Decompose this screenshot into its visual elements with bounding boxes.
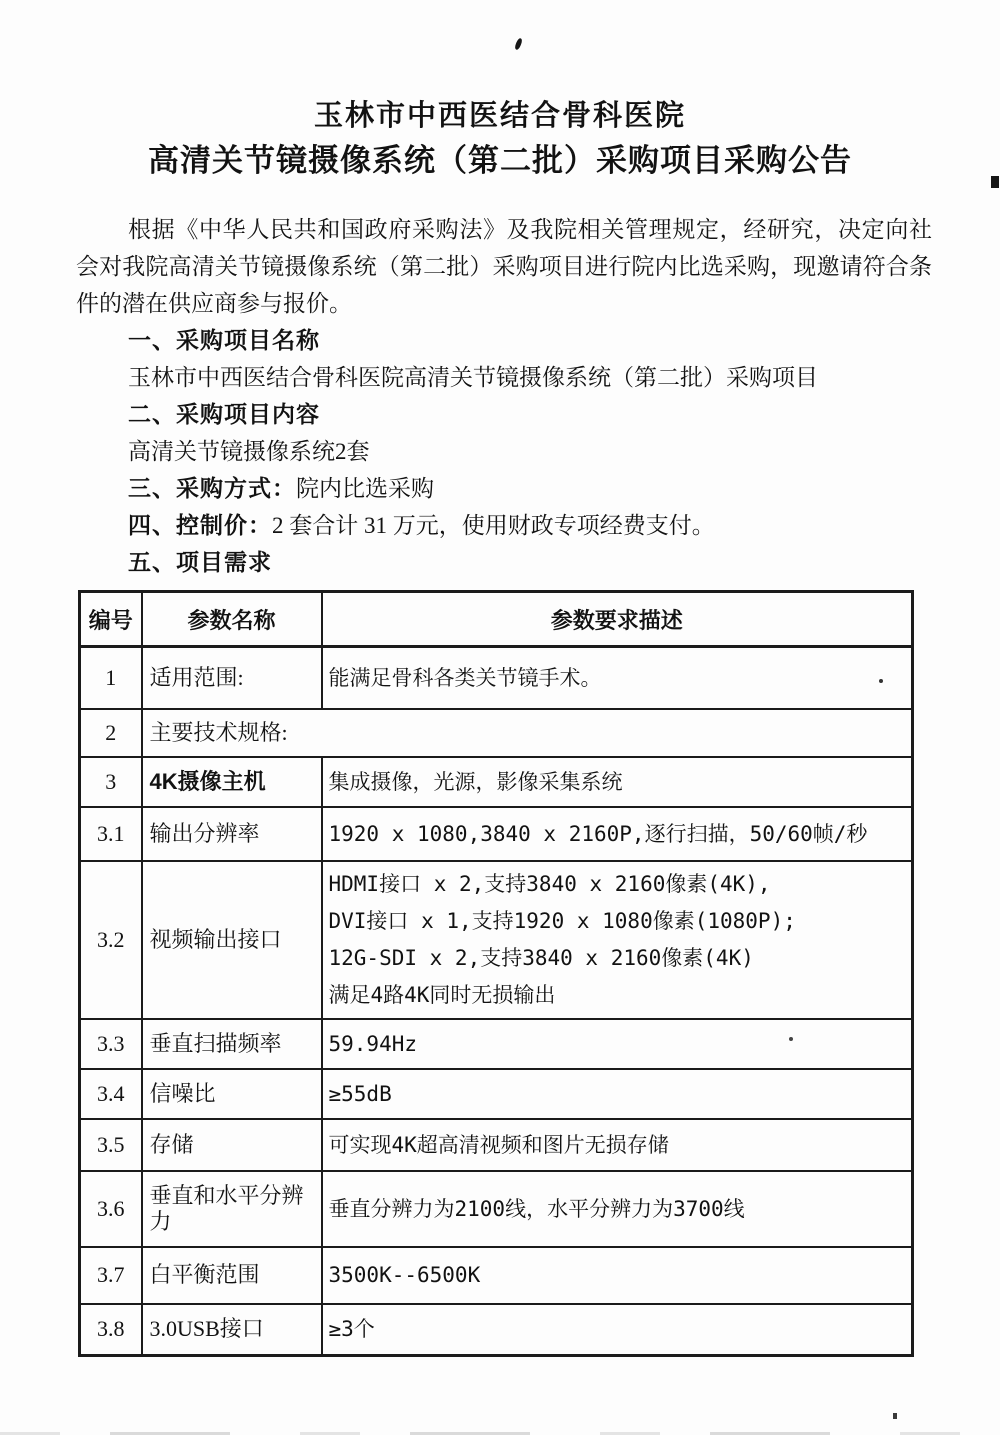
row-desc: 1920 x 1080,3840 x 2160P,逐行扫描，50/60帧/秒 bbox=[322, 807, 913, 861]
row-name: 适用范围: bbox=[142, 647, 322, 709]
row-desc: ≥3个 bbox=[322, 1304, 913, 1356]
table-row bbox=[80, 861, 913, 1019]
intro-paragraph: 根据《中华人民共和国政府采购法》及我院相关管理规定，经研究，决定向社会对我院高清关节镜摄像系统（第二批）采购项目进行院内比选采购，现邀请符合条件的潜在供应商参与报价。 bbox=[76, 217, 932, 316]
section-4-line bbox=[76, 507, 932, 544]
row-name: 视频输出接口 bbox=[142, 861, 322, 1019]
row-id: 2 bbox=[80, 709, 142, 757]
table-row bbox=[80, 1247, 913, 1304]
row-name: 白平衡范围 bbox=[142, 1247, 322, 1304]
row-desc: 3500K--6500K bbox=[322, 1247, 913, 1304]
table-row bbox=[80, 647, 913, 709]
row-id: 3.7 bbox=[80, 1247, 142, 1304]
row-name: 输出分辨率 bbox=[142, 807, 322, 861]
title-line-2: 高清关节镜摄像系统（第二批）采购项目采购公告 bbox=[148, 143, 852, 178]
section-5-heading: 五、项目需求 bbox=[128, 549, 272, 575]
table-row bbox=[80, 1069, 913, 1119]
row-id: 3.1 bbox=[80, 807, 142, 861]
scan-speck-right-edge bbox=[991, 176, 999, 188]
row-name: 信噪比 bbox=[142, 1069, 322, 1119]
header-name: 参数名称 bbox=[142, 592, 322, 647]
scan-speck-table-mid bbox=[789, 1037, 793, 1041]
section-3-line bbox=[76, 470, 932, 507]
row-id: 3.2 bbox=[80, 861, 142, 1019]
section-1-body: 玉林市中西医结合骨科医院高清关节镜摄像系统（第二批）采购项目 bbox=[128, 365, 818, 390]
section-4-value: 2 套合计 31 万元，使用财政专项经费支付。 bbox=[272, 513, 715, 538]
row-name: 4K摄像主机 bbox=[142, 757, 322, 807]
requirements-table bbox=[78, 590, 914, 1357]
section-2-heading: 二、采购项目内容 bbox=[128, 401, 320, 427]
row-name: 垂直扫描频率 bbox=[142, 1019, 322, 1069]
table-row bbox=[80, 807, 913, 861]
row-id: 3.6 bbox=[80, 1171, 142, 1247]
section-2-body: 高清关节镜摄像系统2套 bbox=[128, 439, 370, 464]
section-1-heading: 一、采购项目名称 bbox=[128, 327, 320, 353]
table-row bbox=[80, 757, 913, 807]
scan-speck-bottom bbox=[893, 1413, 897, 1419]
row-desc: 垂直分辨力为2100线，水平分辨力为3700线 bbox=[322, 1171, 913, 1247]
table-row bbox=[80, 1119, 913, 1171]
table-header-row bbox=[80, 592, 913, 647]
row-name: 3.0USB接口 bbox=[142, 1304, 322, 1356]
table-row bbox=[80, 1019, 913, 1069]
desc-line: 满足4路4K同时无损输出 bbox=[328, 982, 556, 1007]
row-id: 3.4 bbox=[80, 1069, 142, 1119]
row-name: 主要技术规格: bbox=[142, 709, 913, 757]
row-id: 3.3 bbox=[80, 1019, 142, 1069]
section-4-heading: 四、控制价： bbox=[128, 512, 272, 538]
scan-speck-table-row1 bbox=[879, 679, 883, 683]
row-desc: 能满足骨科各类关节镜手术。 bbox=[322, 647, 913, 709]
table-row bbox=[80, 709, 913, 757]
document-body bbox=[76, 211, 932, 581]
row-desc bbox=[322, 861, 913, 1019]
section-3-value: 院内比选采购 bbox=[296, 476, 434, 501]
header-id: 编号 bbox=[80, 592, 142, 647]
table-row bbox=[80, 1171, 913, 1247]
row-id: 3 bbox=[80, 757, 142, 807]
row-name: 存储 bbox=[142, 1119, 322, 1171]
section-3-heading: 三、采购方式： bbox=[128, 475, 296, 501]
title-line-1: 玉林市中西医结合骨科医院 bbox=[313, 100, 686, 132]
row-id: 1 bbox=[80, 647, 142, 709]
desc-line: DVI接口 x 1,支持1920 x 1080像素(1080P); bbox=[328, 908, 796, 933]
row-desc: 59.94Hz bbox=[322, 1019, 913, 1069]
row-id: 3.5 bbox=[80, 1119, 142, 1171]
header-desc: 参数要求描述 bbox=[322, 592, 913, 647]
desc-line: 12G-SDI x 2,支持3840 x 2160像素(4K) bbox=[328, 945, 754, 970]
row-name: 垂直和水平分辨力 bbox=[142, 1171, 322, 1247]
row-desc: 可实现4K超高清视频和图片无损存储 bbox=[322, 1119, 913, 1171]
document-title bbox=[0, 0, 1000, 184]
row-desc: ≥55dB bbox=[322, 1069, 913, 1119]
desc-line: HDMI接口 x 2,支持3840 x 2160像素(4K), bbox=[328, 871, 771, 896]
row-id: 3.8 bbox=[80, 1304, 142, 1356]
table-row bbox=[80, 1304, 913, 1356]
row-desc: 集成摄像，光源，影像采集系统 bbox=[322, 757, 913, 807]
